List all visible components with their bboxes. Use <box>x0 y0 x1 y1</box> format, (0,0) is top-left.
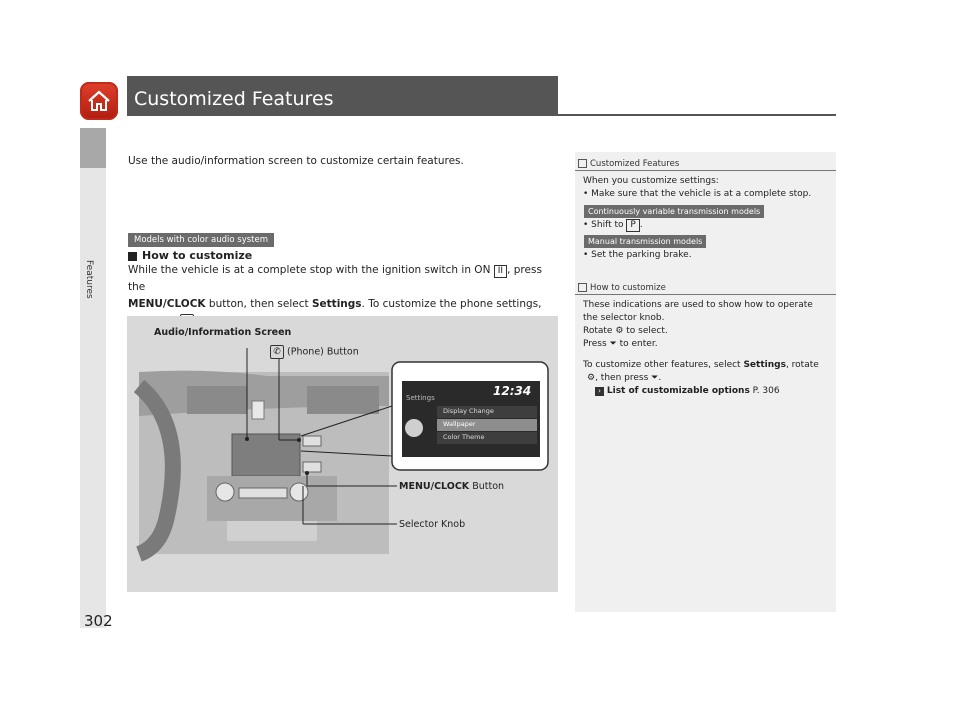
phone-icon: ✆ <box>270 345 284 359</box>
climate-buttons <box>239 488 287 498</box>
note-icon <box>578 159 587 168</box>
ignition-on-key: II <box>494 265 507 278</box>
screen-item-color-theme: Color Theme <box>443 433 485 441</box>
cvt-models-tag: Continuously variable transmission models <box>584 205 764 218</box>
screen-title: Settings <box>406 394 435 402</box>
reference-arrow-icon: › <box>595 387 604 396</box>
rotate-knob-icon: ⚙ <box>587 373 596 383</box>
page-title: Customized Features <box>134 88 334 110</box>
right-climate-knob <box>290 483 308 501</box>
right-vent <box>307 386 379 414</box>
left-vent <box>187 386 247 414</box>
hazard-button <box>252 401 264 419</box>
menu-button-illus <box>303 462 321 472</box>
intro-text: Use the audio/information screen to customize certain features. <box>128 155 464 167</box>
how-to-paragraph: While the vehicle is at a complete stop with the ignition switch in ON II , press the MENU/CLOCK button, then select Settings. To customize the phone settings, <box>128 262 558 330</box>
press-knob-icon: ⏷ <box>651 373 659 383</box>
phone-button-label: ✆ (Phone) Button <box>270 345 359 359</box>
phone-button-illus <box>303 436 321 446</box>
note-icon <box>578 283 587 292</box>
screen-item-wallpaper: Wallpaper <box>443 420 476 428</box>
rotate-knob-icon: ⚙ <box>615 326 624 336</box>
manual-models-tag: Manual transmission models <box>584 235 706 248</box>
note-customized-body: When you customize settings: • Make sure that the vehicle is at a complete stop. <box>583 176 812 199</box>
note-title-how-to: How to customize <box>578 283 666 293</box>
left-climate-knob <box>216 483 234 501</box>
title-rule <box>127 114 836 116</box>
section-label: Features <box>84 260 94 299</box>
note-title-customized: Customized Features <box>578 159 679 169</box>
audio-screen-label: Audio/Information Screen <box>154 327 292 338</box>
press-knob-icon: ⏷ <box>609 339 617 349</box>
settings-gear-icon <box>405 419 423 437</box>
shift-to-park: • Shift to P . <box>583 220 643 230</box>
side-strip <box>80 128 106 628</box>
how-to-heading: How to customize <box>128 249 252 262</box>
heading-square-icon <box>128 252 137 261</box>
screen-item-display-change: Display Change <box>443 407 494 415</box>
page-number: 302 <box>84 612 113 630</box>
screen-clock: 12:34 <box>493 384 532 398</box>
parking-brake-note: • Set the parking brake. <box>583 250 692 260</box>
menu-clock-label: MENU/CLOCK Button <box>399 481 505 492</box>
note-how-to-body: These indications are used to show how to operate the selector knob. Rotate ⚙ to select. Press ⏷ to enter. To customize other features, select Settings, rotate ⚙, then press ⏷. › List of customizable options P. 306 <box>583 299 833 398</box>
home-button[interactable] <box>80 82 118 120</box>
models-tag: Models with color audio system <box>128 233 274 247</box>
park-key: P <box>626 219 639 232</box>
selector-knob-label: Selector Knob <box>399 519 466 530</box>
home-icon <box>80 82 118 120</box>
customizable-options-link[interactable]: › List of customizable options P. 306 <box>583 385 833 398</box>
side-strip-tab <box>80 128 106 168</box>
